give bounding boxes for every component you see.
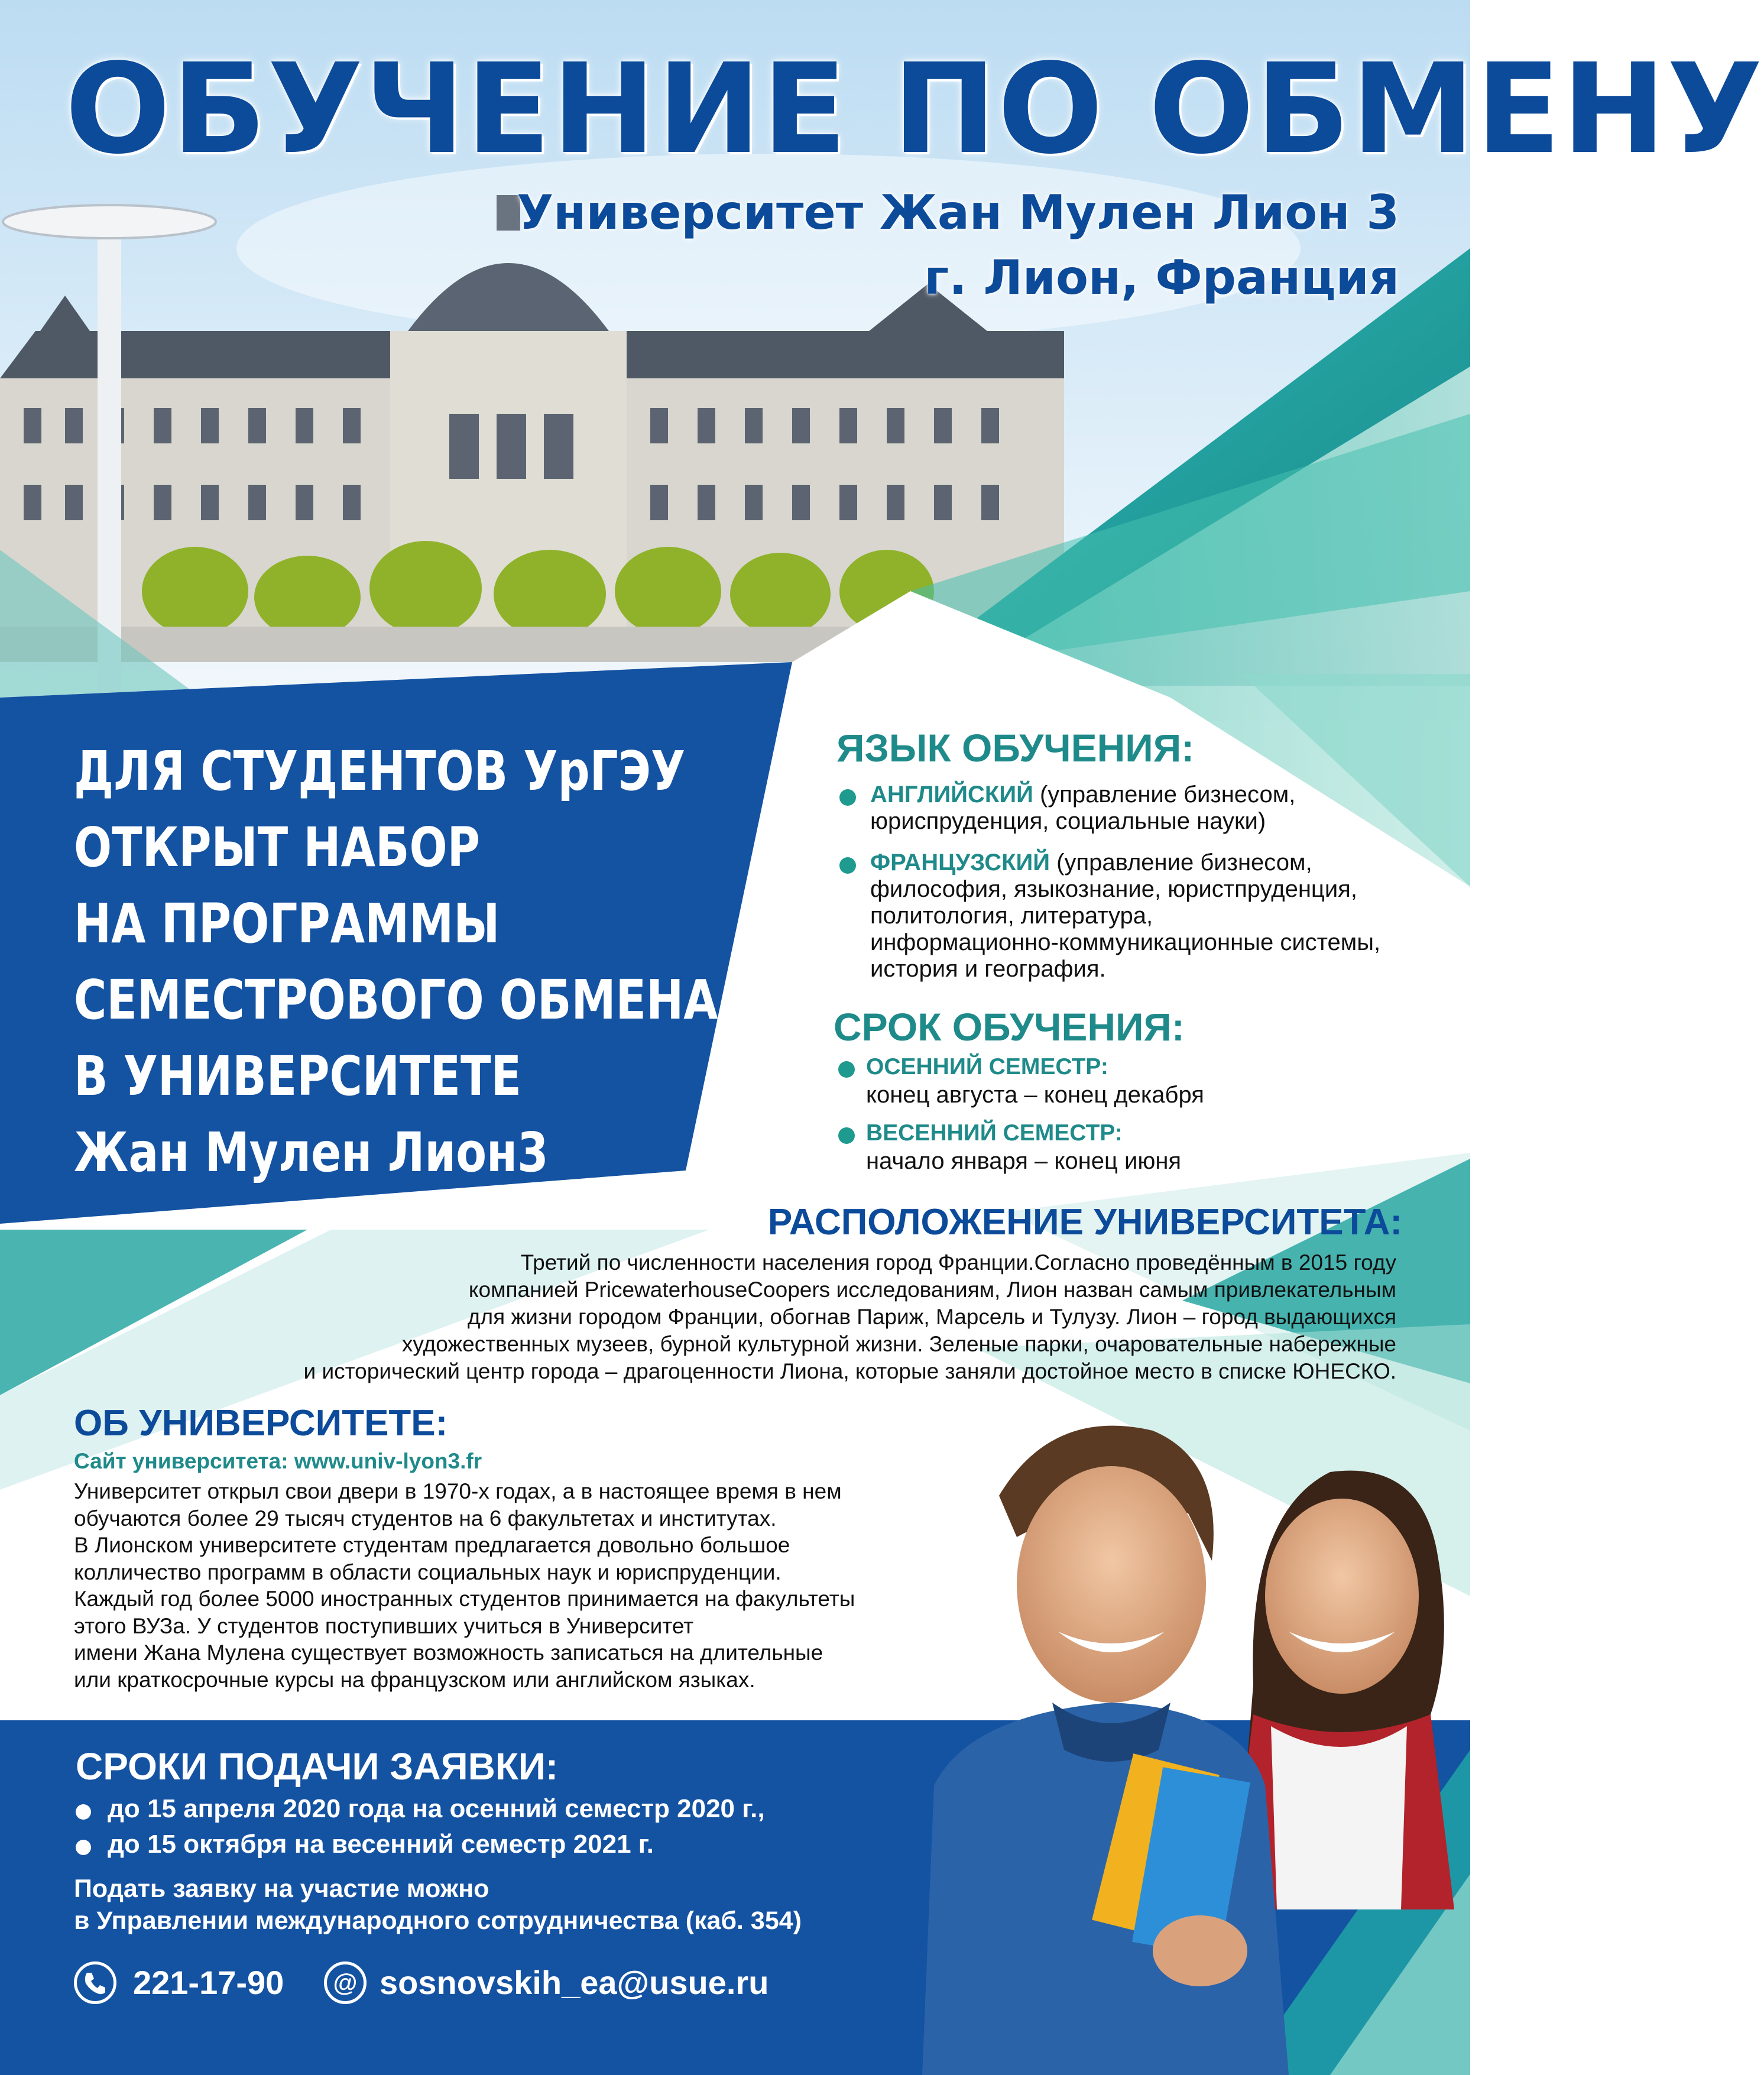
promo-line: СЕМЕСТРОВОГО ОБМЕНА <box>74 968 718 1032</box>
bullet-icon <box>839 789 856 806</box>
language-heading: ЯЗЫК ОБУЧЕНИЯ: <box>836 726 1195 770</box>
bullet-icon <box>838 1127 855 1144</box>
promo-line: ОТКРЫТ НАБОР <box>74 816 480 879</box>
location-line: художественных музеев, бурной культурной жизни. Зеленые парки, очаровательные набережные <box>401 1332 1396 1356</box>
promo-block <box>74 733 742 1191</box>
page-title: ОБУЧЕНИЕ ПО ОБМЕНУ <box>65 37 1764 181</box>
french-desc-cont: история и география. <box>870 956 1106 982</box>
autumn-dates: конец августа – конец декабря <box>866 1082 1204 1108</box>
about-line: Университет открыл свои двери в 1970-х годах, а в настоящее время в нем <box>74 1479 842 1503</box>
english-desc: (управление бизнесом, <box>1033 782 1296 808</box>
duration-heading: СРОК ОБУЧЕНИЯ: <box>834 1005 1185 1049</box>
deadline-item: до 15 октября на весенний семестр 2021 г. <box>108 1830 654 1859</box>
about-heading: ОБ УНИВЕРСИТЕТЕ: <box>74 1403 448 1444</box>
english-item <box>870 782 1295 808</box>
university-city: г. Лион, Франция <box>924 250 1399 305</box>
promo-line: НА ПРОГРАММЫ <box>74 892 500 955</box>
bullet-icon <box>839 857 856 874</box>
contact-email[interactable]: sosnovskih_ea@usue.ru <box>380 1964 769 2001</box>
about-line: или краткосрочные курсы на французском или английском языках. <box>74 1667 755 1692</box>
about-text <box>74 1478 855 1693</box>
at-symbol: @ <box>333 1969 358 1996</box>
spring-dates: начало января – конец июня <box>866 1148 1182 1174</box>
english-label: АНГЛИЙСКИЙ <box>870 782 1033 808</box>
location-line: и исторический центр города – драгоценности Лиона, которые заняли достойное место в списке ЮНЕСКО. <box>303 1359 1396 1383</box>
promo-line: В УНИВЕРСИТЕТЕ <box>74 1045 522 1108</box>
spring-label: ВЕСЕННИЙ СЕМЕСТР: <box>866 1120 1123 1146</box>
location-line: Третий по численности населения город Франции.Согласно проведённым в 2015 году <box>520 1250 1396 1275</box>
about-line: колличество программ в области социальных наук и юриспруденции. <box>74 1560 782 1584</box>
about-line: имени Жана Мулена существует возможность записаться на длительные <box>74 1640 823 1665</box>
english-desc-cont: юриспруденция, социальные науки) <box>870 808 1266 834</box>
university-site: Сайт университета: www.univ-lyon3.fr <box>74 1449 482 1473</box>
promo-line: ДЛЯ СТУДЕНТОВ УрГЭУ <box>74 740 686 803</box>
deadline-item: до 15 апреля 2020 года на осенний семестр 2020 г., <box>108 1794 765 1823</box>
french-item <box>870 850 1312 876</box>
french-desc-cont: информационно-коммуникационные системы, <box>870 929 1381 955</box>
about-line: Каждый год более 5000 иностранных студентов принимается на факультеты <box>74 1587 855 1611</box>
about-line: В Лионском университете студентам предлагается довольно большое <box>74 1533 790 1557</box>
french-desc-cont: философия, языкознание, юристпруденция, <box>870 876 1357 902</box>
about-line: обучаются более 29 тысяч студентов на 6 факультетах и институтах. <box>74 1506 777 1531</box>
at-icon <box>324 1961 367 2004</box>
deadlines-heading: СРОКИ ПОДАЧИ ЗАЯВКИ: <box>76 1745 559 1788</box>
about-line: этого ВУЗа. У студентов поступивших учиться в Университет <box>74 1613 694 1638</box>
promo-line: Жан Мулен Лион3 <box>74 1121 549 1184</box>
french-desc-cont: политология, литература, <box>870 903 1153 929</box>
autumn-label: ОСЕННИЙ СЕМЕСТР: <box>866 1054 1108 1079</box>
location-line: компанией PricewaterhouseCoopers исследованиям, Лион назван самым привлекательным <box>468 1278 1396 1302</box>
french-label: ФРАНЦУЗСКИЙ <box>870 850 1050 876</box>
location-text <box>304 1249 1396 1385</box>
french-desc: (управление бизнесом, <box>1050 850 1312 876</box>
apply-info: Подать заявку на участие можно <box>74 1875 489 1903</box>
apply-info: в Управлении международного сотрудничества (каб. 354) <box>74 1907 802 1935</box>
phone-icon <box>74 1961 116 2004</box>
university-name: Университет Жан Мулен Лион 3 <box>517 185 1399 240</box>
location-line: для жизни городом Франции, обогнав Париж, Марсель и Тулузу. Лион – город выдающихся <box>467 1305 1396 1329</box>
bullet-icon <box>76 1804 91 1820</box>
location-heading: РАСПОЛОЖЕНИЕ УНИВЕРСИТЕТА: <box>767 1202 1402 1243</box>
bullet-icon <box>838 1061 855 1078</box>
bullet-icon <box>76 1840 91 1855</box>
phone-number[interactable]: 221-17-90 <box>133 1964 284 2001</box>
